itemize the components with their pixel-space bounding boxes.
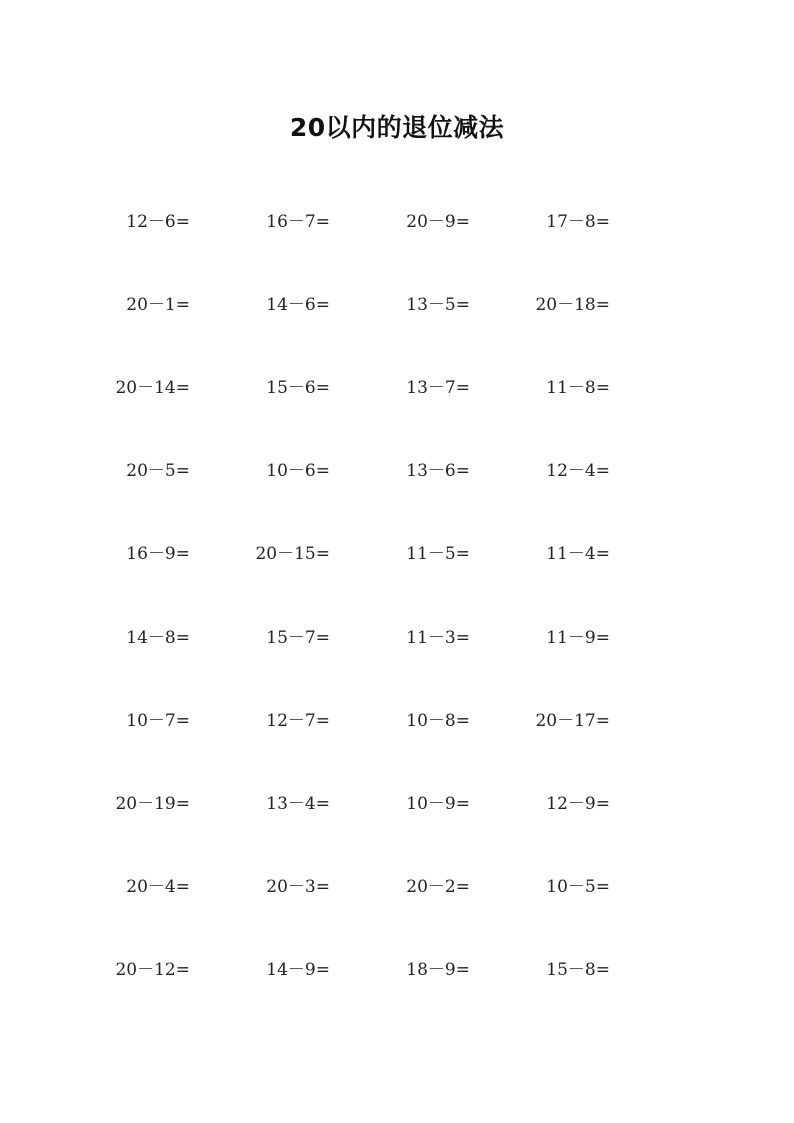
- subtraction-problem: 20－2=: [406, 877, 470, 897]
- subtraction-problem: 11－4=: [546, 544, 610, 564]
- subtraction-problem: 20－19=: [115, 794, 190, 814]
- subtraction-problem: 10－9=: [406, 794, 470, 814]
- subtraction-problem: 17－8=: [546, 212, 610, 232]
- subtraction-problem: 18－9=: [406, 960, 470, 980]
- subtraction-problem: 10－6=: [266, 461, 330, 481]
- subtraction-problem: 20－18=: [535, 295, 610, 315]
- subtraction-problem: 15－8=: [546, 960, 610, 980]
- subtraction-problem: 11－5=: [406, 544, 470, 564]
- page-title: 20以内的退位减法: [289, 113, 505, 142]
- subtraction-problem: 20－9=: [406, 212, 470, 232]
- subtraction-problem: 20－12=: [115, 960, 190, 980]
- subtraction-problem: 12－9=: [546, 794, 610, 814]
- subtraction-problem: 16－9=: [126, 544, 190, 564]
- subtraction-problem: 15－7=: [266, 628, 330, 648]
- subtraction-problem: 10－5=: [546, 877, 610, 897]
- subtraction-problem: 14－8=: [126, 628, 190, 648]
- subtraction-problem: 13－4=: [266, 794, 330, 814]
- subtraction-problem: 13－7=: [406, 378, 470, 398]
- subtraction-problem: 20－15=: [255, 544, 330, 564]
- subtraction-problem: 12－7=: [266, 711, 330, 731]
- subtraction-problem: 11－3=: [406, 628, 470, 648]
- subtraction-problem: 20－4=: [126, 877, 190, 897]
- subtraction-problem: 12－4=: [546, 461, 610, 481]
- subtraction-problem: 10－7=: [126, 711, 190, 731]
- subtraction-problem: 11－9=: [546, 628, 610, 648]
- subtraction-problem: 20－17=: [535, 711, 610, 731]
- subtraction-problem: 20－14=: [115, 378, 190, 398]
- subtraction-problem: 20－5=: [126, 461, 190, 481]
- subtraction-problem: 16－7=: [266, 212, 330, 232]
- subtraction-problem: 20－3=: [266, 877, 330, 897]
- subtraction-problem: 13－6=: [406, 461, 470, 481]
- subtraction-problem: 11－8=: [546, 378, 610, 398]
- subtraction-problem: 13－5=: [406, 295, 470, 315]
- subtraction-problem: 12－6=: [126, 212, 190, 232]
- subtraction-problem: 10－8=: [406, 711, 470, 731]
- subtraction-problem: 14－6=: [266, 295, 330, 315]
- subtraction-problem: 15－6=: [266, 378, 330, 398]
- subtraction-problem: 14－9=: [266, 960, 330, 980]
- subtraction-problem: 20－1=: [126, 295, 190, 315]
